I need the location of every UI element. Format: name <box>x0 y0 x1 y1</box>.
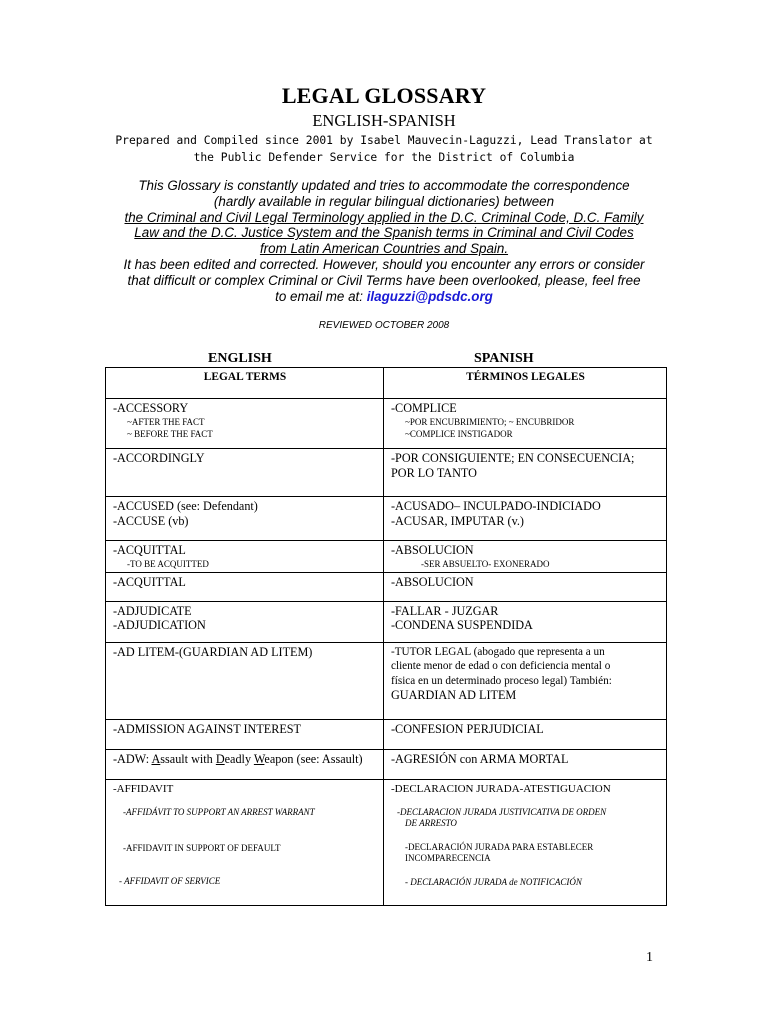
term-part: ssault with <box>160 751 216 766</box>
spanish-cell: -CONFESION PERJUDICIAL <box>384 719 667 749</box>
intro-line: that difficult or complex Criminal or Civil Terms have been overlooked, please, feel free <box>127 272 641 288</box>
sub-term: ~POR ENCUBRIMIENTO; ~ ENCUBRIDOR <box>405 416 575 427</box>
table-row <box>106 642 667 719</box>
document-subtitle: ENGLISH-SPANISH <box>312 111 456 130</box>
sub-term: -AFFIDAVIT IN SUPPORT OF DEFAULT <box>123 843 281 853</box>
term: -ACCORDINGLY <box>113 451 205 465</box>
definition-line: -TUTOR LEGAL (abogado que representa a un <box>391 645 605 658</box>
english-cell <box>106 449 384 497</box>
spanish-cell <box>384 541 667 573</box>
intro-line: (hardly available in regular bilingual dictionaries) between <box>213 193 555 209</box>
english-cell <box>106 399 384 449</box>
glossary-table <box>105 367 667 906</box>
term: POR LO TANTO <box>391 465 477 480</box>
intro-line-underlined: the Criminal and Civil Legal Terminology applied in the D.C. Criminal Code, D.C. Family <box>124 209 644 225</box>
english-cell <box>106 601 384 642</box>
term: -ACCUSED (see: Defendant) <box>113 499 258 513</box>
sub-term: INCOMPARECENCIA <box>405 853 491 863</box>
email-link[interactable]: ilaguzzi@pdsdc.org <box>366 288 493 304</box>
spanish-cell <box>384 449 667 497</box>
column-heading-english: ENGLISH <box>208 351 272 366</box>
sub-term: - AFFIDAVIT OF SERVICE <box>119 876 221 886</box>
header-cell-english: LEGAL TERMS <box>106 368 384 399</box>
spanish-cell: -AGRESIÓN con ARMA MORTAL <box>384 749 667 779</box>
term: -FALLAR - JUZGAR <box>391 603 499 618</box>
english-cell: -AD LITEM-(GUARDIAN AD LITEM) <box>106 642 384 719</box>
table-row <box>106 601 667 642</box>
page-number: 1 <box>646 950 653 965</box>
sub-term: ~AFTER THE FACT <box>127 416 205 427</box>
intro-contact-prefix: to email me at: <box>275 288 367 304</box>
term-part: eapon (see: Assault) <box>264 751 363 766</box>
term: -AFFIDAVIT <box>113 782 174 795</box>
term: -ACUSADO– INCULPADO-INDICIADO <box>391 499 601 513</box>
sub-term: -DECLARACION JURADA JUSTIVICATIVA DE ORDEN <box>397 807 607 817</box>
english-cell: -ACQUITTAL <box>106 572 384 601</box>
term: -CONDENA SUSPENDIDA <box>391 618 533 632</box>
term: -ADJUDICATE <box>113 603 192 618</box>
intro-line-underlined: Law and the D.C. Justice System and the Spanish terms in Criminal and Civil Codes <box>134 225 634 241</box>
table-row <box>106 749 667 779</box>
sub-term: DE ARRESTO <box>405 818 457 828</box>
spanish-cell <box>384 642 667 719</box>
author-credit <box>100 132 668 166</box>
author-credit-line-1: Prepared and Compiled since 2001 by Isabel Mauvecin-Laguzzi, Lead Translator at <box>115 134 653 147</box>
term: -ACCESSORY <box>113 401 189 415</box>
term: GUARDIAN AD LITEM <box>391 688 517 702</box>
sub-term: ~ BEFORE THE FACT <box>127 428 213 439</box>
spanish-cell <box>384 779 667 905</box>
sub-term: -SER ABSUELTO- EXONERADO <box>421 558 550 569</box>
english-cell <box>106 541 384 573</box>
spanish-cell <box>384 601 667 642</box>
sub-term: -AFFIDÁVIT TO SUPPORT AN ARREST WARRANT <box>123 807 315 817</box>
term: -ACCUSE (vb) <box>113 513 189 528</box>
table-header-row <box>106 368 667 399</box>
table-row <box>106 541 667 573</box>
english-cell <box>106 749 384 779</box>
english-cell <box>106 779 384 905</box>
sub-term: - DECLARACIÓN JURADA de NOTIFICACIÓN <box>405 877 582 887</box>
author-credit-line-2: the Public Defender Service for the District of Columbia <box>193 151 575 164</box>
term: -ADJUDICATION <box>113 618 206 632</box>
table-row <box>106 719 667 749</box>
term-initial: D <box>215 751 225 766</box>
table-row <box>106 779 667 905</box>
term: -DECLARACION JURADA-ATESTIGUACION <box>391 782 611 795</box>
intro-line-underlined: from Latin American Countries and Spain. <box>259 241 509 257</box>
intro-line: This Glossary is constantly updated and tries to accommodate the correspondence <box>138 178 630 193</box>
sub-term: ~COMPLICE INSTIGADOR <box>405 428 513 439</box>
intro-contact-line <box>104 289 664 305</box>
definition-line: cliente menor de edad o con deficiencia mental o <box>391 660 611 672</box>
header-cell-spanish: TÉRMINOS LEGALES <box>384 368 667 399</box>
sub-term: -TO BE ACQUITTED <box>127 558 209 569</box>
term: -POR CONSIGUIENTE; EN CONSECUENCIA; <box>391 451 635 465</box>
spanish-cell <box>384 497 667 541</box>
sub-term: -DECLARACIÓN JURADA PARA ESTABLECER <box>405 842 594 852</box>
table-row <box>106 449 667 497</box>
spanish-cell: -ABSOLUCION <box>384 572 667 601</box>
spanish-cell <box>384 399 667 449</box>
table-row <box>106 399 667 449</box>
intro-line: It has been edited and corrected. However, should you encounter any errors or consider <box>123 256 645 272</box>
table-row <box>106 572 667 601</box>
term: -ACQUITTAL <box>113 543 186 557</box>
term-part: -ADW: <box>113 751 152 766</box>
intro-paragraph <box>104 178 664 304</box>
term: -ABSOLUCION <box>391 543 474 557</box>
english-cell <box>106 497 384 541</box>
reviewed-date: REVIEWED OCTOBER 2008 <box>318 320 450 331</box>
table-row <box>106 497 667 541</box>
term-initial: W <box>253 751 265 766</box>
document-title: LEGAL GLOSSARY <box>281 83 487 108</box>
term: -ACUSAR, IMPUTAR (v.) <box>391 513 524 528</box>
english-cell: -ADMISSION AGAINST INTEREST <box>106 719 384 749</box>
column-heading-spanish: SPANISH <box>474 351 534 366</box>
term-initial: A <box>151 751 161 766</box>
term: -COMPLICE <box>391 401 457 415</box>
definition-line: física en un determinado proceso legal) También: <box>391 674 612 687</box>
term-part: eadly <box>224 751 254 766</box>
